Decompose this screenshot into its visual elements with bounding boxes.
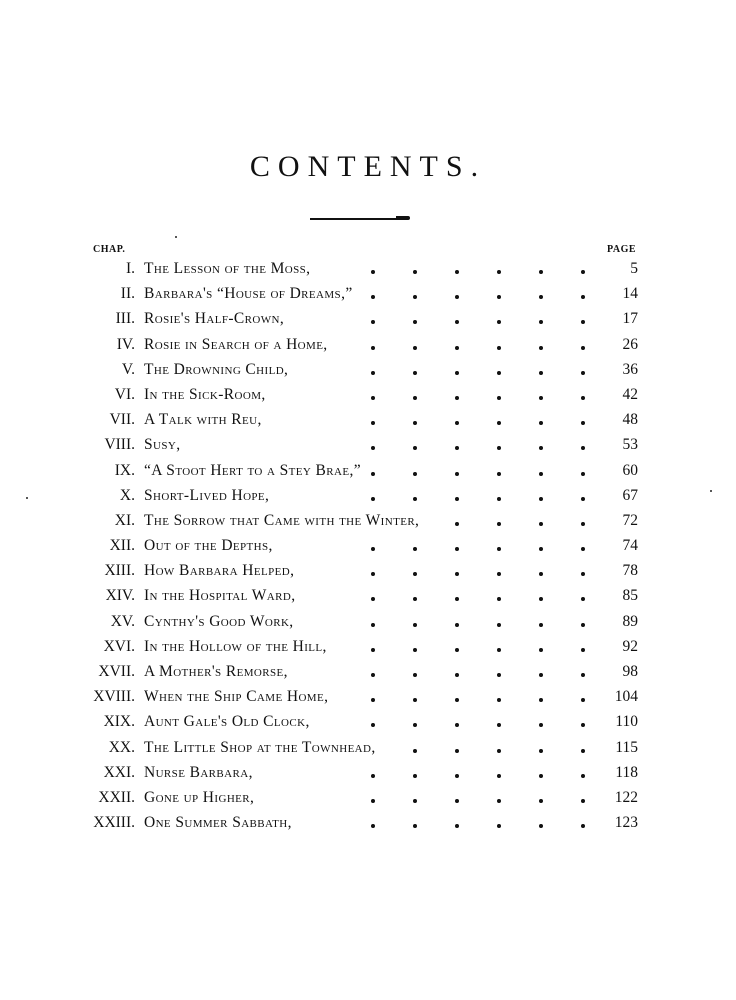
chapter-number: VI. [114,385,135,403]
toc-entry [0,659,736,684]
leader-dot [413,723,417,727]
leader-dot [497,749,501,753]
page-number: 42 [622,385,638,403]
leader-dot [497,597,501,601]
leader-dot [455,824,459,828]
leader-dot [413,497,417,501]
leader-dot [455,497,459,501]
chapter-title: Aunt Gale's Old Clock, [144,713,310,731]
leader-dot [497,623,501,627]
leader-dot [455,396,459,400]
leader-dot [581,572,585,576]
page-number: 78 [622,562,638,580]
page-number: 36 [622,360,638,378]
chapter-number: XVI. [103,637,135,655]
toc-entry [0,634,736,659]
toc-entry [0,609,736,634]
leader-dot [539,396,543,400]
toc-entry [0,558,736,583]
page-number: 89 [622,612,638,630]
leader-dot [413,346,417,350]
leader-dot [455,446,459,450]
leader-dot [539,673,543,677]
leader-dot [413,572,417,576]
leader-dot [581,295,585,299]
leader-dot [581,698,585,702]
leader-dot [581,270,585,274]
leader-dot [413,648,417,652]
leader-dot [455,572,459,576]
leader-dot [581,421,585,425]
leader-dot [371,623,375,627]
leader-dot [455,648,459,652]
toc-entry [0,382,736,407]
leader-dot [455,320,459,324]
toc-entry [0,508,736,533]
leader-dot [497,648,501,652]
chapter-number: XVIII. [93,688,135,706]
chapter-title: Cynthy's Good Work, [144,612,294,630]
leader-dot [539,446,543,450]
leader-dot [581,446,585,450]
leader-dot [497,774,501,778]
leader-dot [413,421,417,425]
toc-entry [0,735,736,760]
page-number: 53 [622,436,638,454]
chapter-number: VII. [109,411,135,429]
page-number: 17 [622,310,638,328]
leader-dot [497,270,501,274]
leader-dot [413,472,417,476]
leader-dot [581,320,585,324]
leader-dot [497,547,501,551]
leader-dot [413,623,417,627]
toc-entry [0,458,736,483]
chapter-number: XIX. [103,713,135,731]
leader-dot [539,320,543,324]
chapter-number: XI. [114,511,135,529]
leader-dot [455,421,459,425]
leader-dot [539,522,543,526]
leader-dot [497,295,501,299]
toc-entry [0,583,736,608]
chapter-title: A Mother's Remorse, [144,663,288,680]
leader-dot [497,472,501,476]
leader-dot [413,774,417,778]
chapter-title: In the Sick-Room, [144,385,266,403]
chapter-title: In the Hospital Ward, [144,587,296,605]
chapter-number: IX. [114,461,135,479]
leader-dot [497,572,501,576]
chapter-number: X. [119,486,135,504]
leader-dot [371,320,375,324]
page-title: CONTENTS. [249,150,487,183]
leader-dot [581,522,585,526]
chapter-title: Barbara's “House of Dreams,” [144,285,353,303]
chapter-title: Short-Lived Hope, [144,486,270,504]
chapter-number: XXI. [103,763,135,781]
leader-dot [455,270,459,274]
page-number: 115 [615,738,638,756]
print-speck [710,490,712,492]
chapter-title: Rosie in Search of a Home, [144,335,328,353]
leader-dot [413,270,417,274]
leader-dot [413,698,417,702]
leader-dot [497,371,501,375]
chapter-title: The Lesson of the Moss, [144,260,311,277]
page-number: 67 [622,486,638,504]
leader-dot [497,346,501,350]
leader-dot [497,723,501,727]
leader-dot [413,597,417,601]
leader-dot [455,547,459,551]
toc-entry [0,785,736,810]
leader-dot [371,547,375,551]
leader-dot [539,799,543,803]
leader-dot [581,346,585,350]
chapter-number: II. [120,285,135,303]
chapter-title: How Barbara Helped, [144,562,295,580]
page-number: 92 [622,637,638,655]
leader-dot [539,824,543,828]
toc-entry [0,281,736,306]
leader-dot [371,597,375,601]
leader-dot [581,774,585,778]
chapter-title: Gone up Higher, [144,788,255,806]
leader-dot [455,295,459,299]
leader-dot [371,774,375,778]
page-number: 14 [622,285,638,303]
toc-entry [0,810,736,835]
toc-entry [0,684,736,709]
leader-dot [539,371,543,375]
title-rule [310,218,398,220]
toc-entry [0,332,736,357]
chapter-number: XXIII. [93,814,135,832]
leader-dot [455,346,459,350]
toc-entry [0,533,736,558]
leader-dot [539,698,543,702]
leader-dot [413,824,417,828]
leader-dot [413,673,417,677]
leader-dot [413,799,417,803]
leader-dot [539,597,543,601]
leader-dot [371,673,375,677]
toc-entry [0,357,736,382]
leader-dot [539,346,543,350]
page-number: 72 [622,511,638,529]
chapter-title: The Drowning Child, [144,360,289,378]
leader-dot [413,446,417,450]
leader-dot [455,698,459,702]
chapter-title: When the Ship Came Home, [144,688,329,706]
leader-dot [539,774,543,778]
chapter-title: “A Stoot Hert to a Stey Brae,” [144,461,362,479]
leader-dot [539,295,543,299]
leader-dot [581,673,585,677]
leader-dot [497,799,501,803]
chapter-number: XVII. [98,663,135,680]
toc-entry [0,432,736,457]
leader-dot [581,396,585,400]
leader-dot [371,572,375,576]
page-number: 122 [614,788,638,806]
chapter-number: VIII. [104,436,135,454]
leader-dot [581,799,585,803]
leader-dot [581,371,585,375]
leader-dot [371,723,375,727]
chapter-title: The Sorrow that Came with the Winter, [144,511,420,529]
leader-dot [413,749,417,753]
leader-dot [371,799,375,803]
chapter-title: Out of the Depths, [144,537,273,555]
leader-dot [581,597,585,601]
print-speck [26,497,28,499]
leader-dot [581,497,585,501]
leader-dot [497,446,501,450]
toc-entry [0,256,736,281]
leader-dot [581,723,585,727]
page-column-header: PAGE [607,244,637,255]
leader-dot [539,472,543,476]
chapter-title: One Summer Sabbath, [144,814,292,832]
chapter-number: XIV. [105,587,135,605]
leader-dot [581,547,585,551]
leader-dot [455,522,459,526]
leader-dot [371,396,375,400]
chapter-number: V. [121,360,135,378]
chapter-number: IV. [116,335,135,353]
page-number: 110 [615,713,638,731]
page-number: 118 [615,763,638,781]
leader-dot [539,497,543,501]
leader-dot [371,371,375,375]
chapter-number: III. [115,310,135,328]
leader-dot [455,774,459,778]
leader-dot [497,421,501,425]
chapter-title: The Little Shop at the Townhead, [144,738,376,756]
leader-dot [581,472,585,476]
leader-dot [497,497,501,501]
page-number: 123 [614,814,638,832]
leader-dot [455,799,459,803]
toc-entry [0,306,736,331]
leader-dot [371,346,375,350]
leader-dot [539,547,543,551]
page-number: 74 [622,537,638,555]
chapter-title: Nurse Barbara, [144,763,253,781]
chapter-title: Susy, [144,436,181,454]
leader-dot [539,270,543,274]
page-number: 60 [622,461,638,479]
leader-dot [371,295,375,299]
leader-dot [539,421,543,425]
print-speck [175,236,177,238]
chapter-number: XV. [110,612,135,630]
leader-dot [497,522,501,526]
leader-dot [371,648,375,652]
leader-dot [371,446,375,450]
chapter-number: I. [125,260,135,277]
leader-dot [413,295,417,299]
leader-dot [581,623,585,627]
leader-dot [455,623,459,627]
chapter-column-header: CHAP. [93,244,126,255]
chapter-number: XIII. [104,562,135,580]
leader-dot [581,824,585,828]
toc-entry [0,760,736,785]
leader-dot [497,320,501,324]
leader-dot [581,648,585,652]
leader-dot [413,547,417,551]
leader-dot [539,648,543,652]
page-number: 26 [622,335,638,353]
chapter-number: XII. [109,537,135,555]
leader-dot [371,698,375,702]
page-number: 104 [614,688,638,706]
leader-dot [371,421,375,425]
leader-dot [455,749,459,753]
title-rule-flourish [396,216,410,220]
leader-dot [497,396,501,400]
leader-dot [539,749,543,753]
page-number: 98 [622,663,638,680]
leader-dot [455,597,459,601]
leader-dot [413,320,417,324]
leader-dot [539,623,543,627]
chapter-title: In the Hollow of the Hill, [144,637,327,655]
chapter-number: XX. [108,738,135,756]
leader-dot [581,749,585,753]
chapter-title: Rosie's Half-Crown, [144,310,285,328]
contents-list [0,256,736,835]
leader-dot [455,472,459,476]
chapter-number: XXII. [98,788,135,806]
leader-dot [371,472,375,476]
leader-dot [371,824,375,828]
leader-dot [455,673,459,677]
leader-dot [455,723,459,727]
leader-dot [497,824,501,828]
leader-dot [497,673,501,677]
leader-dot [539,572,543,576]
chapter-title: A Talk with Reu, [144,411,262,429]
leader-dot [413,371,417,375]
page-number: 85 [622,587,638,605]
toc-entry [0,709,736,734]
page-number: 5 [630,260,638,277]
toc-entry [0,407,736,432]
toc-entry [0,483,736,508]
page-number: 48 [622,411,638,429]
leader-dot [497,698,501,702]
leader-dot [413,396,417,400]
leader-dot [539,723,543,727]
leader-dot [371,270,375,274]
leader-dot [455,371,459,375]
leader-dot [371,497,375,501]
